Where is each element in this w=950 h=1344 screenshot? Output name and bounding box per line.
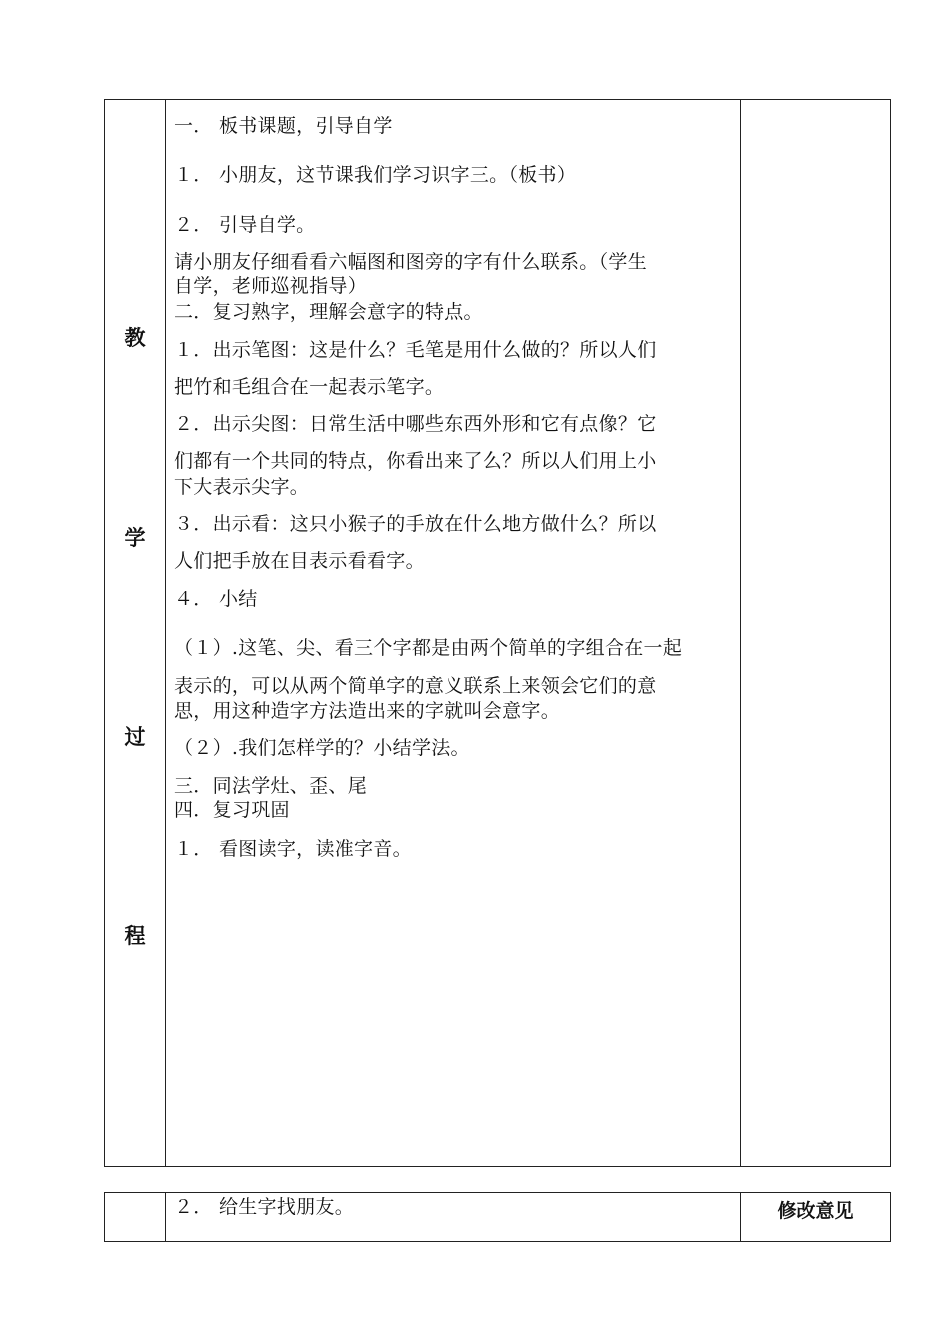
content-line: 请小朋友仔细看看六幅图和图旁的字有什么联系。（学生: [174, 251, 648, 273]
content-line: 下大表示尖字。: [174, 476, 310, 498]
content-line: 表示的，可以从两个简单字的意义联系上来领会它们的意: [174, 675, 657, 697]
label-char-xue: 学: [124, 526, 146, 550]
content-line: （１）.这笔、尖、看三个字都是由两个简单的字组合在一起: [174, 637, 683, 659]
content-line: 二．复习熟字，理解会意字的特点。: [174, 301, 483, 323]
label-char-cheng: 程: [124, 924, 146, 948]
content-line: １．出示笔图：这是什么？毛笔是用什么做的？所以人们: [174, 339, 657, 361]
content-line: 四．复习巩固: [174, 799, 290, 821]
content-line: １． 看图读字，读准字音。: [174, 838, 412, 860]
remarks-column: [741, 1193, 890, 1241]
content-line: 自学，老师巡视指导）: [174, 275, 368, 297]
remarks-column: [741, 100, 890, 1166]
content-line: 们都有一个共同的特点，你看出来了么？所以人们用上小: [174, 450, 657, 472]
content-line: ２． 给生字找朋友。: [174, 1196, 355, 1218]
content-line: 把竹和毛组合在一起表示笔字。: [174, 376, 445, 398]
label-char-jiao: 教: [124, 326, 146, 350]
content-line: 思，用这种造字方法造出来的字就叫会意字。: [174, 700, 561, 722]
content-line: （２）.我们怎样学的？小结学法。: [174, 737, 470, 759]
content-line: 人们把手放在目表示看看字。: [174, 550, 425, 572]
lesson-process-table: [104, 99, 891, 1167]
content-line: ２． 引导自学。: [174, 214, 316, 236]
content-line: 一． 板书课题，引导自学: [174, 115, 393, 137]
label-char-guo: 过: [124, 725, 146, 749]
lesson-content-cell: [165, 100, 741, 1166]
content-line: 三．同法学灶、歪、尾: [174, 775, 368, 797]
section-label-column: [105, 1193, 166, 1241]
lesson-content-cell: [165, 1193, 741, 1241]
content-line: ４． 小结: [174, 588, 258, 610]
content-line: ３．出示看：这只小猴子的手放在什么地方做什么？所以: [174, 513, 657, 535]
lesson-process-table-continued: [104, 1192, 891, 1242]
content-line: ２．出示尖图：日常生活中哪些东西外形和它有点像？它: [174, 413, 657, 435]
content-line: １． 小朋友，这节课我们学习识字三。（板书）: [174, 164, 577, 186]
revision-notes-heading: 修改意见: [777, 1200, 854, 1222]
section-label-column: [105, 100, 166, 1166]
